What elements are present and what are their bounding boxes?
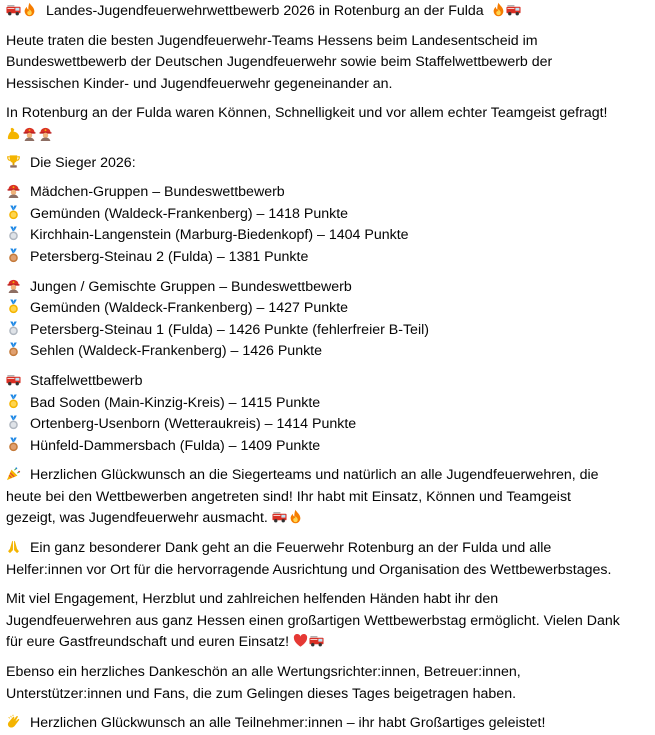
trophy-icon [6,154,21,169]
engagement-line: Mit viel Engagement, Herzblut und zahlreichen helfenden Händen habt ihr den [6,591,499,608]
bronze-medal-icon [6,437,21,452]
result-text: Petersberg-Steinau 2 (Fulda) – 1381 Punkte [29,248,309,265]
engagement-paragraph [6,589,647,654]
final-line-row [6,713,647,735]
silver-medal-icon [6,415,21,430]
silver-medal-icon [6,226,21,241]
party-popper-icon [6,466,21,481]
post-title-line [6,1,647,23]
result-row [6,436,647,458]
thanks-line: Ein ganz besonderer Dank geht an die Feuerwehr Rotenburg an der Fulda und alle [29,540,552,557]
firefighter-icon [38,126,53,141]
gold-medal-icon [6,299,21,314]
judges-line: Ebenso ein herzliches Dankeschön an alle Wertungsrichter:innen, Betreuer:innen, [6,664,521,681]
result-row [6,298,647,320]
winners-heading: Die Sieger 2026: [29,154,136,171]
congrats-line: gezeigt, was Jugendfeuerwehr ausmacht. [6,510,268,527]
winners-heading-line [6,153,647,175]
category-staffel [6,371,647,457]
category-heading: Mädchen-Gruppen – Bundeswettbewerb [29,184,285,201]
engagement-line: Jugendfeuerwehren aus ganz Hessen einen großartigen Wettbewerbstag ermöglicht. Vielen Dank [6,612,620,629]
congrats-paragraph [6,465,647,530]
gold-medal-icon [6,394,21,409]
result-text: Ortenberg-Usenborn (Wetteraukreis) – 1414 Punkte [29,416,357,433]
teamgeist-emoji-line [6,125,647,147]
category-jungen [6,277,647,363]
fire-icon [22,2,37,17]
fire-engine-icon [272,509,287,524]
firefighter-icon [6,278,21,293]
result-text: Petersberg-Steinau 1 (Fulda) – 1426 Punkte (fehlerfreier B-Teil) [29,321,429,338]
silver-medal-icon [6,321,21,336]
fire-engine-icon [6,372,21,387]
result-row [6,225,647,247]
fire-icon [491,2,506,17]
category-heading-line [6,182,647,204]
category-maedchen [6,182,647,268]
category-heading-line [6,371,647,393]
gold-medal-icon [6,205,21,220]
firefighter-icon [22,126,37,141]
result-row [6,320,647,342]
congrats-line: heute bei den Wettbewerben angetreten sind! Ihr habt mit Einsatz, Können und Teamgeist [6,488,571,505]
result-text: Bad Soden (Main-Kinzig-Kreis) – 1415 Punkte [29,394,321,411]
judges-line: Unterstützer:innen und Fans, die zum Gelingen dieses Tages beigetragen haben. [6,685,517,702]
post-title: Landes-Jugendfeuerwehrwettbewerb 2026 in Rotenburg an der Fulda [45,3,484,19]
folded-hands-icon [6,539,21,554]
category-heading: Jungen / Gemischte Gruppen – Bundeswettbewerb [29,278,352,295]
teamgeist-line: In Rotenburg an der Fulda waren Können, Schnelligkeit und vor allem echter Teamgeist gefragt! [6,105,608,122]
result-text: Gemünden (Waldeck-Frankenberg) – 1418 Punkte [29,205,349,222]
bronze-medal-icon [6,342,21,357]
flexed-biceps-icon [6,126,21,141]
category-heading: Staffelwettbewerb [29,372,143,389]
result-text: Kirchhain-Langenstein (Marburg-Biedenkopf) – 1404 Punkte [29,227,409,244]
result-row [6,341,647,363]
thanks-line: Helfer:innen vor Ort für die hervorragende Ausrichtung und Organisation des Wettbewerbstages. [6,561,612,578]
result-row [6,247,647,269]
judges-paragraph [6,662,647,705]
result-text: Gemünden (Waldeck-Frankenberg) – 1427 Punkte [29,300,349,317]
firefighter-icon [6,183,21,198]
fire-engine-icon [506,2,521,17]
clapping-hands-icon [6,714,21,729]
result-text: Sehlen (Waldeck-Frankenberg) – 1426 Punkte [29,343,323,360]
intro-line: Bundeswettbewerb der Deutschen Jugendfeuerwehr sowie beim Staffelwettbewerb der [6,54,553,71]
engagement-line: für eure Gastfreundschaft und euren Einsatz! [6,634,290,651]
heart-icon [293,633,308,648]
result-text: Hünfeld-Dammersbach (Fulda) – 1409 Punkte [29,437,321,454]
result-row [6,204,647,226]
result-row [6,414,647,436]
teamgeist-paragraph [6,103,647,146]
fire-engine-icon [6,2,21,17]
intro-paragraph [6,31,647,96]
final-line: Herzlichen Glückwunsch an alle Teilnehmer:innen – ihr habt Großartiges geleistet! [29,715,546,732]
category-heading-line [6,277,647,299]
bronze-medal-icon [6,248,21,263]
intro-line: Heute traten die besten Jugendfeuerwehr-Teams Hessens beim Landesentscheid im [6,32,538,49]
result-row [6,393,647,415]
fire-icon [288,509,303,524]
congrats-line: Herzlichen Glückwunsch an die Siegerteams und natürlich an alle Jugendfeuerwehren, die [29,467,599,484]
fire-engine-icon [309,633,324,648]
thanks-paragraph [6,538,647,581]
intro-line: Hessischen Kinder- und Jugendfeuerwehr gegeneinander an. [6,75,393,92]
